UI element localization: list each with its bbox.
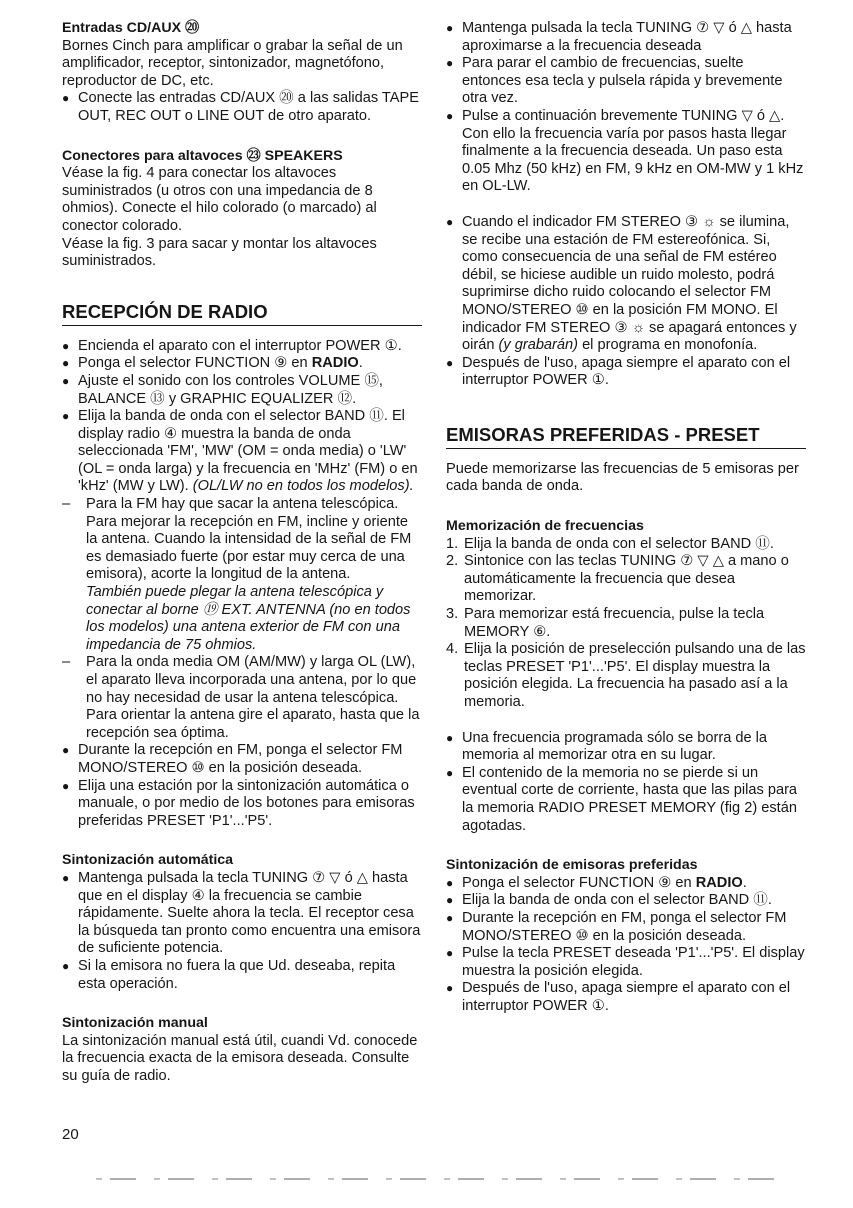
- dash-fm-text: Para la FM hay que sacar la antena telescópica. Para mejorar la recepción en FM, incline y oriente la antena. Cuando la intensidad de la señal de FM es demasiado fuerte (por estar muy cerca de una emisora), acorte la longitud de la antena.: [86, 496, 412, 583]
- stereo-indicator-note: (y grabarán): [498, 337, 579, 354]
- preset-tuning-bullet-1-text: Ponga el selector FUNCTION ⑨ en: [462, 874, 696, 891]
- speakers-text-2: Véase la fig. 3 para sacar y montar los altavoces suministrados.: [62, 235, 377, 270]
- left-column: [62, 20, 422, 1085]
- right-column: [446, 20, 806, 1016]
- radio-section-title: RECEPCIÓN DE RADIO: [62, 301, 422, 326]
- memorization-step-1: 1. Elija la banda de onda con el selector BAND ⑪.: [446, 535, 774, 552]
- radio-bullet-function: [62, 355, 422, 373]
- memory-note-1: ● Una frecuencia programada sólo se borra de la memoria al memorizar otra en su lugar.: [446, 730, 806, 765]
- auto-tuning-bullet-2: ● Si la emisora no fuera la que Ud. deseaba, repita esta operación.: [62, 958, 422, 993]
- stereo-indicator-text: Cuando el indicador FM STEREO ③ ☼ se ilumina, se recibe una estación de FM estereofónica. Si, como consecuencia de una señal de FM estéreo débil, se hiciese audible un ruido molesto, podrá suprimirse dicho ruido colocando el selector FM MONO/STEREO ⑩ en la posición FM MONO. El indicador FM STEREO ③ ☼ se apagará entonces y oirán: [462, 213, 797, 354]
- memorization-step-4-text: Elija la posición de preselección pulsando una de las teclas PRESET 'P1'...'P5'. El display muestra la posición elegida. La frecuencia ha pasado así a la memoria.: [464, 641, 806, 710]
- power-off-bullet: ● Después de l'uso, apaga siempre el aparato con el interruptor POWER ①.: [446, 355, 806, 390]
- memorization-step-3: 3. Para memorizar está frecuencia, pulse la tecla MEMORY ⑥.: [446, 606, 765, 640]
- preset-tuning-bullet-1: [446, 875, 806, 893]
- radio-bullet-function-text: Ponga el selector FUNCTION ⑨ en: [78, 355, 312, 372]
- radio-bullet-power: ● Encienda el aparato con el interruptor POWER ①.: [62, 338, 422, 356]
- cd-aux-bullet: ● Conecte las entradas CD/AUX ⑳ a las salidas TAPE OUT, REC OUT o LINE OUT de otro aparato.: [62, 90, 422, 125]
- manual-bullet-stop: ● Para parar el cambio de frecuencias, suelte entonces esa tecla y pulsela rápida y brevemente otra vez.: [446, 55, 806, 108]
- scan-artifact-line: [96, 1178, 776, 1180]
- memorization-step-2: 2. Sintonice con las teclas TUNING ⑦ ▽ △ a mano o automáticamente la frecuencia que desea memorizar.: [446, 553, 789, 605]
- memorization-step-4: 4. Elija la posición de preselección pulsando una de las teclas PRESET 'P1'...'P5'. El display muestra la posición elegida. La frecuencia ha pasado así a la memoria.: [446, 641, 806, 710]
- preset-tuning-bullet-3: ● Durante la recepción en FM, ponga el selector FM MONO/STEREO ⑩ en la posición deseada.: [446, 910, 806, 945]
- stereo-indicator-bullet: [446, 214, 806, 355]
- radio-bullet-band-text: Elija la banda de onda con el selector BAND ⑪. El display radio ④ muestra la banda de onda seleccionada 'FM', 'MW' (OM = onda media) o 'LW' (OL = onda larga) y la frecuencia en 'MHz' (FM) o en 'kHz' (MW y LW).: [78, 408, 418, 495]
- cd-aux-text: Bornes Cinch para amplificar o grabar la señal de un amplificador, receptor, sintonizador, magnetófono, reproductor de DC, etc.: [62, 37, 403, 89]
- radio-bullet-tuning: ● Elija una estación por la sintonización automática o manuale, o por medio de los botones para emisoras preferidas PRESET 'P1'...'P5'.: [62, 778, 422, 831]
- preset-intro: Puede memorizarse las frecuencias de 5 emisoras per cada banda de onda.: [446, 460, 799, 495]
- preset-tuning-bullet-1-end: .: [742, 874, 747, 891]
- radio-bullet-mono-stereo: ● Durante la recepción en FM, ponga el selector FM MONO/STEREO ⑩ en la posición deseada.: [62, 742, 422, 777]
- dash-item-am-antenna: – Para la onda media OM (AM/MW) y larga OL (LW), el aparato lleva incorporada una antena, por lo que no hay necesidad de usar la antena telescópica. Para orientar la antena gire el aparato, hasta que la recepción sea óptima.: [62, 654, 422, 742]
- preset-tuning-bullet-2: ● Elija la banda de onda con el selector BAND ⑪.: [446, 892, 806, 910]
- manual-tuning-heading: Sintonización manual: [62, 1015, 208, 1032]
- stereo-indicator-end: el programa en monofonía.: [578, 337, 758, 354]
- speakers-text-1: Véase la fig. 4 para conectar los altavoces suministrados (u otros con una impedancia de 8 ohmios). Conecte el hilo colorado (o marcado) al conector colorado.: [62, 165, 377, 234]
- manual-bullet-hold: ● Mantenga pulsada la tecla TUNING ⑦ ▽ ó △ hasta aproximarse a la frecuencia deseada: [446, 20, 806, 55]
- manual-bullet-steps: ● Pulse a continuación brevemente TUNING ▽ ó △. Con ello la frecuencia varía por pasos hasta llegar finalmente a la frecuencia deseada. Un paso esta 0.05 Mhz (50 kHz) en FM, 9 kHz en OM-MW y 1 kHz en OL-LW.: [446, 108, 806, 196]
- cd-aux-heading: Entradas CD/AUX ⑳: [62, 20, 200, 36]
- dash-item-fm-antenna: – Para la FM hay que sacar la antena telescópica. Para mejorar la recepción en FM, incline y oriente la antena. Cuando la intensidad de la señal de FM es demasiado fuerte (por estar muy cerca de una emisora), acorte la longitud de la antena. También puede plegar la antena telescópica y conectar al borne ⑲ EXT. ANTENNA (no en todos los modelos) una antena exterior de FM con una impedancia de 75 ohmios.: [62, 496, 422, 654]
- preset-section-title: EMISORAS PREFERIDAS - PRESET: [446, 424, 806, 449]
- preset-tuning-bullet-4: ● Pulse la tecla PRESET deseada 'P1'...'P5'. El display muestra la posición elegida.: [446, 945, 806, 980]
- auto-tuning-heading: Sintonización automática: [62, 852, 234, 869]
- radio-bullet-band: [62, 408, 422, 496]
- memorization-step-2-text: Sintonice con las teclas TUNING ⑦ ▽ △ a mano o automáticamente la frecuencia que desea memorizar.: [464, 553, 789, 605]
- radio-bullet-volume: ● Ajuste el sonido con los controles VOLUME ⑮, BALANCE ⑬ y GRAPHIC EQUALIZER ⑫.: [62, 373, 422, 408]
- preset-tuning-heading: Sintonización de emisoras preferidas: [446, 857, 698, 874]
- page-number: 20: [62, 1126, 79, 1143]
- memory-note-2: ● El contenido de la memoria no se pierde si un eventual corte de corriente, hasta que las pilas para la memoria RADIO PRESET MEMORY (fig 2) están agotadas.: [446, 765, 806, 835]
- preset-tuning-bullet-5: ● Después de l'uso, apaga siempre el aparato con el interruptor POWER ①.: [446, 980, 806, 1015]
- radio-keyword: RADIO: [311, 355, 359, 372]
- radio-bullet-band-note: (OL/LW no en todos los modelos).: [192, 478, 414, 495]
- preset-radio-keyword: RADIO: [695, 874, 743, 891]
- dash-fm-note: También puede plegar la antena telescópica y conectar al borne ⑲ EXT. ANTENNA (no en todos los modelos) una antena exterior de FM con una impedancia de 75 ohmios.: [86, 584, 411, 653]
- auto-tuning-bullet-1: ● Mantenga pulsada la tecla TUNING ⑦ ▽ ó △ hasta que en el display ④ la frecuencia se cambie rápidamente. Suelte ahora la tecla. El receptor cesa la búsqueda tan pronto como encuentra una emisora de suficiente potencia.: [62, 870, 422, 958]
- memorization-step-1-text: Elija la banda de onda con el selector BAND ⑪.: [464, 535, 774, 552]
- radio-bullet-function-end: .: [358, 355, 363, 372]
- memorization-heading: Memorización de frecuencias: [446, 518, 644, 535]
- memorization-step-3-text: Para memorizar está frecuencia, pulse la tecla MEMORY ⑥.: [464, 606, 765, 640]
- speakers-heading: Conectores para altavoces ㉓ SPEAKERS: [62, 147, 343, 164]
- manual-tuning-text: La sintonización manual está útil, cuandi Vd. conocede la frecuencia exacta de la emisora deseada. Consulte su guía de radio.: [62, 1032, 418, 1084]
- dash-am-text: Para la onda media OM (AM/MW) y larga OL (LW), el aparato lleva incorporada una antena, por lo que no hay necesidad de usar la antena telescópica. Para orientar la antena gire el aparato, hasta que la recepción sea óptima.: [86, 654, 420, 741]
